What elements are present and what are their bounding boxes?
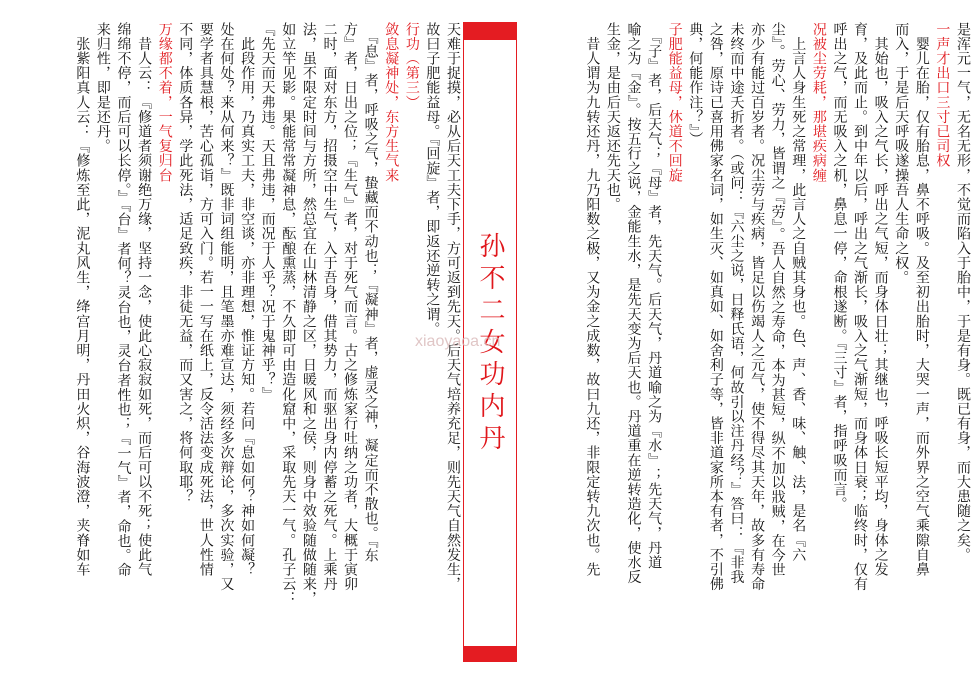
verse-heading: 一声才出口三寸已司权 — [934, 22, 951, 168]
text-column: 绵绵不停，而后可以长停。』『台』者何？灵台也，灵台者性也；『一气』者，命也。命 — [115, 22, 132, 578]
text-column: 『息』者，呼吸之气，蛰藏而不动也；『凝神』者，虚灵之神，凝定而不散也。『东 — [362, 22, 379, 563]
text-column: 『子』者，后天气；『母』者，先天气。后天气，丹道喻之为『水』；先天气，丹道 — [646, 22, 663, 570]
verse-heading: 万缘都不着，一气复归台 — [156, 22, 173, 183]
text-column: 婴儿在胎，仅有胎息，鼻不呼吸。及至初出胎时，大哭一声，而外界之空气乘隙自鼻 — [913, 22, 930, 577]
text-column: 来归性，即是还丹。 — [94, 22, 111, 154]
text-column: 昔人云：『修道者须谢绝万缘，坚持一念，使此心寂寂如死，而后可以不死；使此气 — [136, 22, 153, 577]
text-column: 处在何处？来从何来？』既非词组能明，且笔墨亦难宣达，须经多次辩论，多次实验，又 — [218, 22, 235, 592]
text-column: 典，何能作注？』） — [687, 22, 704, 147]
text-column: 其始也，吸入之气长，呼出之气短，而身体日壮；其继也，呼吸长短平均，身体之发 — [872, 22, 889, 577]
verse-heading: 子肥能益母，休道不回旋 — [666, 22, 683, 183]
spine-bottom-band — [463, 646, 517, 662]
text-column: 昔人谓为九转还丹，九乃阳数之极，又为金之成数，故曰九还，非限定转九次也。先 — [584, 22, 601, 577]
text-column: 是浑元一气，无名无形，不觉而陷入于胎中，于是有身。既已有身，而大患随之矣。 — [955, 22, 971, 563]
text-column: 而入，于是后天呼吸遂操吾人生命之权。 — [893, 22, 910, 285]
text-column: 二时，面对东方，招摄空中生气，入于吾身，借其势力，而驱出身内停蓄之死气。上乘丹 — [321, 22, 338, 592]
text-column: 呼出之气，而无吸入之机，鼻息一停，命根遂断。『三寸』者，指呼吸而言。 — [831, 22, 848, 512]
text-column: 此段作用，乃真实工夫，非空谈，亦非理想，惟证方知。若问『息如何？神如何凝？ — [239, 22, 256, 577]
text-column: 张紫阳真人云：『修炼至此，泥丸风生，绛宫月明，丹田火炽，谷海波澄，夹脊如车 — [74, 22, 91, 577]
text-column: 法，虽不限定时间与方所，然总宜在山林清静之区，日暖风和之侯，则身中效验随做随来， — [300, 22, 317, 606]
verse-heading: 敛息凝神处，东方生气来 — [383, 22, 400, 183]
text-column: 故曰子肥能益母。『回旋』者，即返还逆转之谓。 — [424, 22, 441, 337]
text-column: 要学者具慧根，苦心孤诣，方可入门。若一一写在纸上，反令活法变成死法，世人性情 — [197, 22, 214, 577]
text-column: 未终而中途夭折者。（或问：『六尘之说，日释氏语，何故引以注丹经？』答曰：『非我 — [728, 22, 745, 585]
watermark: xiaoyaoa.cn — [415, 333, 501, 350]
verse-heading: 行功（第三） — [403, 22, 420, 110]
text-column: 天难于捉摸，必从后天工夫下手，方可返到先天。后天气培养充足，则先天气自然发生， — [445, 22, 461, 592]
right-page — [517, 22, 972, 662]
text-column: 亦少有能过百岁者。况尘劳与疾病，皆足以伤竭人之元气，使不得尽其天年，故多有寿命 — [749, 22, 766, 592]
text-column: 育，及此而止。到中年以后，呼出之气渐长，吸入之气渐短，而身体日衰；临终时，仅有 — [852, 22, 869, 592]
text-column: 『先天而天弗违。天且弗违，而况于人乎？况于鬼神乎？』 — [259, 22, 276, 402]
text-column: 之咎，原诗已喜用佛家名词，如生灭、如真如、如舍利子等，皆非道家所本有者，不引佛 — [707, 22, 724, 592]
verse-heading: 况被尘劳耗，那堪疾病缠 — [810, 22, 827, 183]
spine-top-band — [463, 22, 517, 40]
left-page — [22, 22, 462, 662]
text-column: 尘』。劳心、劳力，皆谓之『劳』。吾人自然之寿命，本为甚短，纵不加以戕贼，在今世 — [769, 22, 786, 578]
text-column: 不同，体质各异，学此死法，适足致疾，非徒无益，而又害之，将何取耶？ — [177, 22, 194, 504]
spine-right-line — [516, 40, 517, 646]
text-column: 方』者，日出之位；『生气』者，对于死气而言。古之修炼家行吐纳之功者，大概于寅卯 — [342, 22, 359, 592]
spine-title: 孙不二女功内丹 — [475, 232, 505, 456]
text-column: 生金，是由后天返还先天也。 — [604, 22, 621, 212]
text-column: 喻之为『金』。按五行之说，金能生水，是先天变为后天也。丹道重在逆转造化，使水反 — [625, 22, 642, 585]
text-column: 上言人身生死之常理，此言人之自贼其身也。色、声、香、味、触、法，是名『六 — [790, 22, 807, 563]
text-column: 如立竿见影。果能常常凝神息，酝酿熏蒸，不久即可由造化窟中，采取先天一气。孔子云： — [280, 22, 297, 606]
